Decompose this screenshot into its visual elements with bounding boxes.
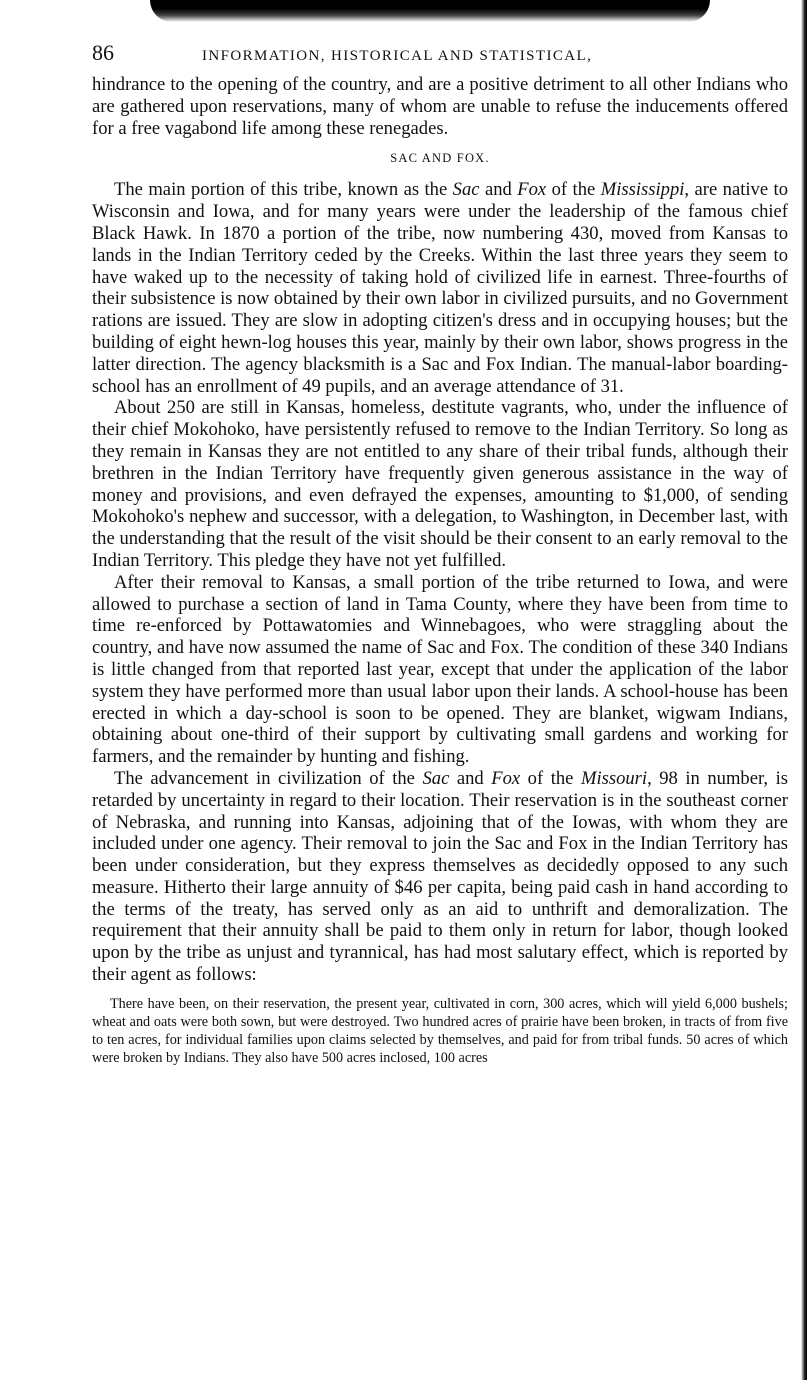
continuation-paragraph: hindrance to the opening of the country, and are a positive detriment to all other Indians who are gathered upon reservations, many of whom are unable to refuse the inducements offered for a free vagabond life among these renegades.: [92, 74, 788, 139]
page-content: [92, 40, 788, 1067]
p4-text-b: and: [449, 767, 492, 789]
running-title: INFORMATION, HISTORICAL AND STATISTICAL,: [202, 48, 593, 64]
p1-sac: Sac: [452, 179, 480, 201]
paragraph-3: After their removal to Kansas, a small portion of the tribe returned to Iowa, and were allowed to purchase a section of land in Tama County, where they have been from time to time re-enforced by Pottawatomies and Winnebagoes, who were straggling about the country, and have now assumed the name of Sac and Fox. The condition of these 340 Indians is little changed from that reported last year, except that under the application of the labor system they have performed more than usual labor upon their lands. A school-house has been erected in which a day-school is soon to be opened. They are blanket, wigwam Indians, obtaining about one-third of their support by cultivating small gardens and working for farmers, and the remainder by hunting and fishing.: [92, 571, 788, 768]
quoted-extract: There have been, on their reservation, the present year, cultivated in corn, 300 acres, which will yield 6,000 bushels; wheat and oats were both sown, but were destroyed. Two hundred acres of prairie have been broken, in tracts of from five to ten acres, for individual families upon claims selected by themselves, and paid for from tribal funds. 50 acres of which were broken by Indians. They also have 500 acres inclosed, 100 acres: [92, 995, 788, 1066]
p1-fox: Fox: [517, 179, 547, 201]
paragraph-2: About 250 are still in Kansas, homeless, destitute vagrants, who, under the influence of their chief Mokohoko, have persistently refused to remove to the Indian Territory. So long as they remain in Kansas they are not entitled to any share of their tribal funds, although their brethren in the Indian Territory have frequently given generous assistance in the way of money and provisions, and even defrayed the expenses, amounting to $1,000, of sending Mokohoko's nephew and successor, with a delegation, to Washington, in December last, with the understanding that the result of the visit should be their consent to an early removal to the Indian Territory. This pledge they have not yet fulfilled.: [92, 397, 788, 571]
p1-text-a: The main portion of this tribe, known as the: [114, 179, 453, 201]
p4-text-d: , 98 in number, is retarded by uncertainty in regard to their location. Their reservation is in the southeast corner of Nebraska, and running into Kansas, adjoining that of the Iowas, with whom they are included under one agency. Their removal to join the Sac and Fox in the Indian Territory has been under consideration, but they express themselves as decidedly opposed to any such measure. Hitherto their large annuity of $46 per capita, being paid cash in hand according to the terms of the treaty, has served only as an aid to unthrift and demoralization. The requirement that their annuity shall be paid to them only in return for labor, though looked upon by the tribe as unjust and tyrannical, has had most salutary effect, which is reported by their agent as follows:: [92, 767, 788, 986]
section-heading: SAC AND FOX.: [390, 151, 490, 166]
paragraph-4: [92, 768, 788, 986]
p4-sac: Sac: [422, 767, 450, 789]
p4-fox: Fox: [491, 767, 521, 789]
p1-text-b: and: [479, 179, 518, 201]
running-head: [92, 40, 788, 74]
p4-text-c: of the: [520, 767, 581, 789]
page-number: 86: [92, 40, 114, 65]
scan-top-shadow: [150, 0, 710, 22]
p4-text-a: The advancement in civilization of the: [114, 767, 423, 789]
paragraph-1: [92, 179, 788, 397]
p1-text-c: of the: [546, 179, 601, 201]
body-text: [92, 74, 788, 1067]
scan-right-edge: [801, 0, 807, 1380]
p1-mississippi: Mississippi: [600, 179, 685, 201]
p1-text-d: , are native to Wisconsin and Iowa, and for many years were under the leadership of the famous chief Black Hawk. In 1870 a portion of the tribe, now numbering 430, moved from Kansas to lands in the Indian Territory ceded by the Creeks. Within the last three years they seem to have waked up to the necessity of taking hold of civilized life in earnest. Three-fourths of their subsistence is now obtained by their own labor in civilized pursuits, and no Government rations are issued. They are slow in adopting citizen's dress and in occupying houses; but the building of eight hewn-log houses this year, mainly by their own labor, shows progress in the latter direction. The agency blacksmith is a Sac and Fox Indian. The manual-labor boarding-school has an enrollment of 49 pupils, and an average attendance of 31.: [92, 179, 788, 397]
p4-missouri: Missouri: [580, 767, 648, 789]
